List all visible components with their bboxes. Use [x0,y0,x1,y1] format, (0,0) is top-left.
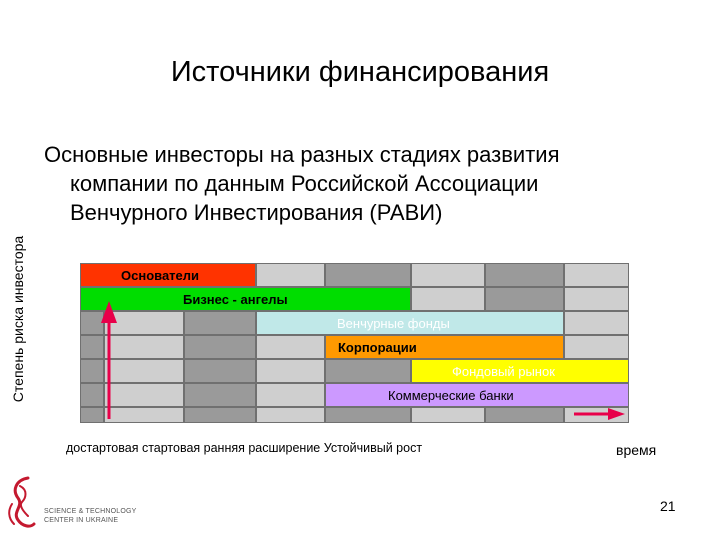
subtitle-line-2: компании по данным Российской Ассоциации [70,171,539,196]
logo-line-2: CENTER IN UKRAINE [44,517,119,524]
risk-arrow-icon [101,301,117,419]
stcu-logo-icon [6,476,146,536]
time-arrow-icon [574,408,625,420]
page-title: Источники финансирования [170,56,550,88]
subtitle [44,140,644,227]
arrows-layer [80,263,629,423]
subtitle-line-3: Венчурного Инвестирования (РАВИ) [70,200,443,225]
bar-stock-market-label: Фондовый рынок [452,363,555,379]
bar-commercial-banks-label: Коммерческие банки [388,387,514,403]
page-number: 21 [660,498,676,514]
investor-stage-grid [80,263,629,423]
bar-corporations-label: Корпорации [338,339,417,355]
subtitle-line-1: Основные инвесторы на разных стадиях развития [44,142,560,167]
stage-labels: достартовая стартовая ранняя расширение Устойчивый рост [66,441,423,455]
bar-venture-funds-label: Венчурные фонды [337,315,450,331]
bar-founders-label: Основатели [121,267,200,283]
logo-line-1: SCIENCE & TECHNOLOGY [44,508,137,515]
logo-text [44,507,137,525]
bar-business-angels-label: Бизнес - ангелы [183,291,288,307]
time-label: время [616,442,657,458]
y-axis-label: Степень риска инвестора [10,235,26,403]
